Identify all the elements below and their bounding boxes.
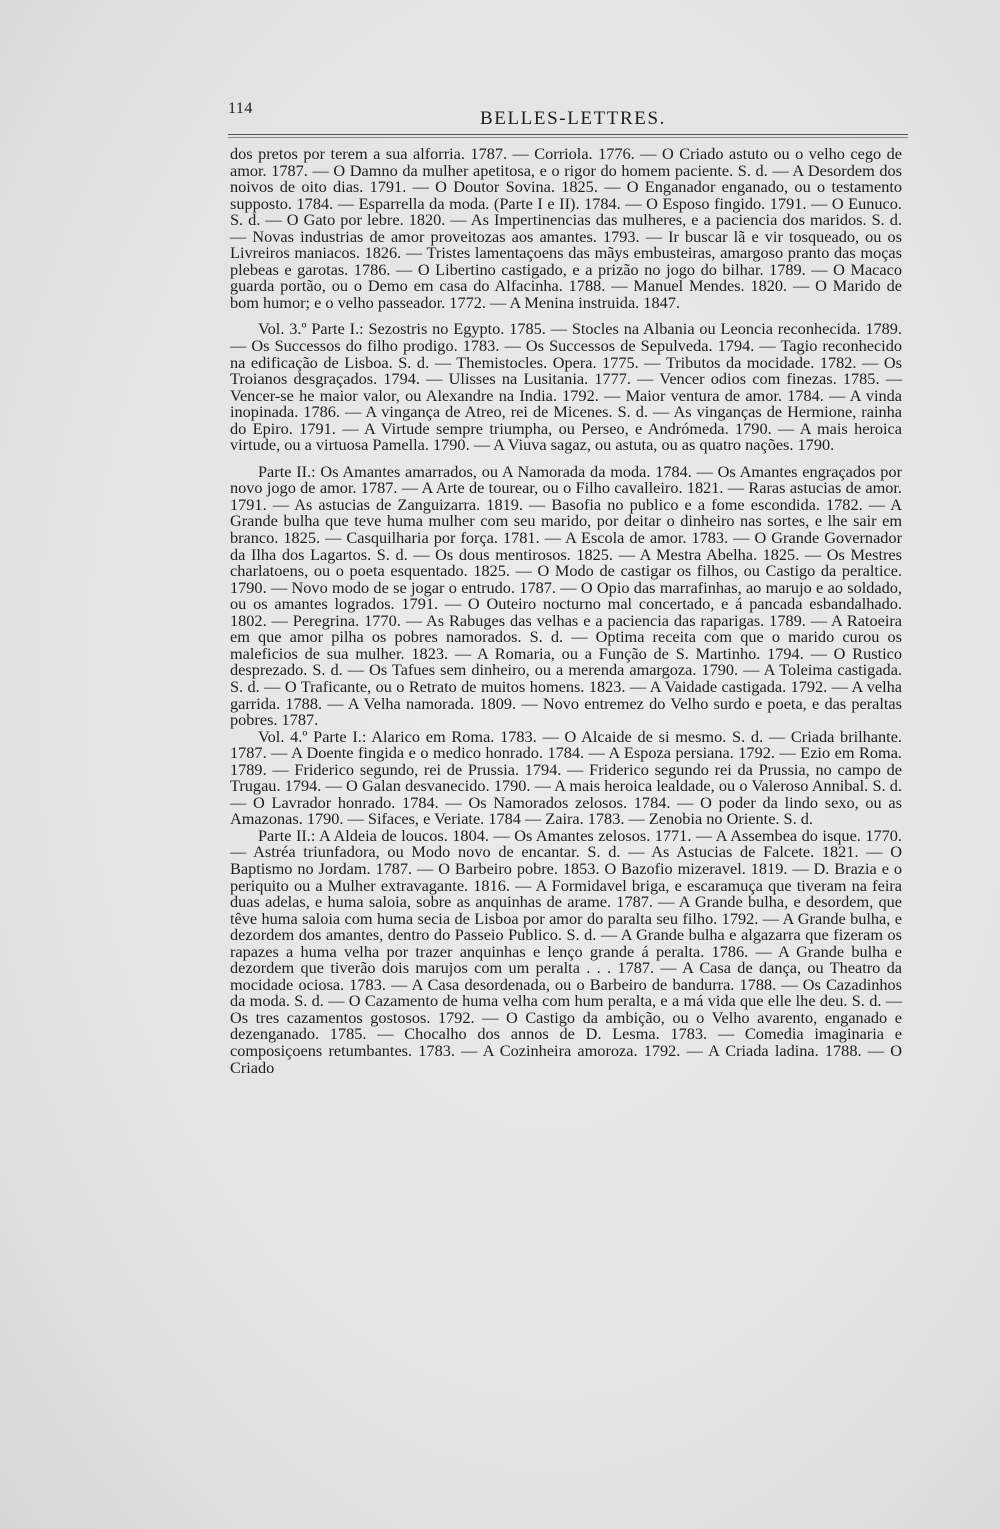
paragraph-continuation: dos pretos por terem a sua alforria. 1787. — Corriola. 1776. — O Criado astuto ou o velho cego de amor. 1787. — O Damno da mulher apetitosa, e o rigor do homem paciente. S. d. — A Desordem dos noivos de oito dias. 1791. — O Doutor Sovina. 1825. — O Enganador enganado, ou o testamento supposto. 1784. — Esparrella da moda. (Parte I e II). 1784. — O Esposo fingido. 1791. — O Eunuco. S. d. — O Gato por lebre. 1820. — As Impertinencias das mulheres, e a paciencia dos maridos. S. d. — Novas industrias de amor proveitozas aos amantes. 1793. — Ir buscar lã e vir tosqueado, ou os Livreiros maniacos. 1826. — Tristes lamentaçoens das mãys embusteiras, amargoso pranto das moças plebeas e garotas. 1786. — O Libertino castigado, e a prizão no jogo do bilhar. 1789. — O Macaco guarda portão, ou o Demo em casa do Alfacinha. 1788. — Manuel Mendes. 1820. — O Marido de bom humor; e o velho passeador. 1772. — A Menina instruida. 1847. [230,144,902,312]
paragraph-vol4-part2: Parte II.: A Aldeia de loucos. 1804. — Os Amantes zelosos. 1771. — A Assembea do isque. 1770. — Astréa triunfadora, ou Modo novo de encantar. S. d. — As Astucias de Falcete. 1821. — O Baptismo no Jordam. 1787. — O Barbeiro pobre. 1853. O Bazofio mizeravel. 1819. — D. Brazia e o periquito ou a Mulher extravagante. 1816. — A Formidavel briga, e escaramuça que tiveram na feira duas adelas, e huma saloia, sobre as anquinhas de arame. 1787. — A Grande bulha, e desordem, que têve huma saloia com huma secia de Lisboa por amor do paralta seu filho. 1792. — A Grande bulha, e dezordem dos amantes, dentro do Passeio Publico. S. d. — A Grande bulha e algazarra que fizeram os rapazes a huma velha por trazer anquinhas e lenço grande á peralta. 1786. — A Grande bulha e dezordem que tiverão dois marujos com um peralta . . . 1787. — A Casa de dança, ou Theatro da mocidade ociosa. 1783. — A Casa desordenada, ou o Barbeiro de bandurra. 1788. — Os Cazadinhos da moda. S. d. — O Cazamento de huma velha com hum peralta, e a má vida que elle lhe deu. S. d. — Os tres cazamentos gostosos. 1792. — O Castigo da ambição, ou o Velho avarento, enganado e dezenganado. 1785. — Chocalho dos annos de D. Lesma. 1783. — Comedia imaginaria e composiçoens retumbantes. 1783. — A Cozinheira amoroza. 1792. — A Criada ladina. 1788. — O Criado [230,825,902,1077]
paragraph-vol3-part2: Parte II.: Os Amantes amarrados, ou A Namorada da moda. 1784. — Os Amantes engraçados por novo jogo de amor. 1787. — A Arte de tourear, ou o Filho cavalleiro. 1821. — Raras astucias de amor. 1791. — As astucias de Zanguizarra. 1819. — Basofia no publico e a fome escondida. 1782. — A Grande bulha que teve huma mulher com seu marido, por deitar o dinheiro nas sortes, e lhe sair em branco. 1825. — Casquilharia por força. 1781. — A Escola de amor. 1783. — O Grande Governador da Ilha dos Lagartos. S. d. — Os dous mentirosos. 1825. — A Mestra Abelha. 1825. — Os Mestres charlatoens, ou o poeta esquentado. 1825. — O Modo de castigar os filhos, ou Castigo da peraltice. 1790. — Novo modo de se jogar o entrudo. 1787. — O Opio das marrafinhas, ao marujo e ao soldado, ou os amantes logrados. 1791. — O Outeiro nocturno mal concertado, e á pancada esbandalhado. 1802. — Peregrina. 1770. — As Rabuges das velhas e a paciencia das raparigas. 1789. — A Ratoeira em que amor pilha os pobres namorados. S. d. — Optima receita com que o marido curou os maleficios de sua mulher. 1823. — A Romaria, ou a Função de S. Martinho. 1794. — O Rustico desprezado. S. d. — Os Tafues sem dinheiro, ou a merenda amargoza. 1790. — A Toleima castigada. S. d. — O Traficante, ou o Retrato de muitos homens. 1823. — A Vaidade castigada. 1792. — A velha garrida. 1788. — A Velha namorada. 1809. — Novo entremez do Velho surdo e poeta, e das peraltas pobres. 1787. [230,461,902,730]
body-text [230,146,902,1076]
header-rule-secondary [228,137,908,138]
page-number: 114 [228,100,253,117]
paragraph-vol3-part1: Vol. 3.º Parte I.: Sezostris no Egypto. 1785. — Stocles na Albania ou Leoncia reconhecida. 1789. — Os Successos do filho prodigo. 1783. — Os Successos de Sepulveda. 1794. — Tagio reconhecido na edificação de Lisboa. S. d. — Themistocles. Opera. 1775. — Tributos da mocidade. 1782. — Os Troianos desgraçados. 1794. — Ulisses na Lusitania. 1777. — Vencer odios com finezas. 1785. — Vencer-se he maior valor, ou Alexandre na India. 1792. — Maior ventura de amor. 1784. — A vinda inopinada. 1786. — A vingança de Atreo, rei de Micenes. S. d. — As vinganças de Hermione, rainha do Epiro. 1791. — A Virtude sempre triumpha, ou Perseo, e Andrómeda. 1790. — A mais heroica virtude, ou a virtuosa Pamella. 1790. — A Viuva sagaz, ou astuta, ou as quatro nações. 1790. [230,319,902,455]
running-title: BELLES-LETTRES. [480,108,667,129]
header-rule [228,134,908,135]
paragraph-vol4-part1: Vol. 4.º Parte I.: Alarico em Roma. 1783. — O Alcaide de si mesmo. S. d. — Criada brilhante. 1787. — A Doente fingida e o medico honrado. 1784. — A Espoza persiana. 1792. — Ezio em Roma. 1789. — Friderico segundo, rei de Prussia. 1794. — Friderico segundo rei da Prussia, no campo de Trugau. 1794. — O Galan desvanecido. 1790. — A mais heroica lealdade, ou o Valeroso Annibal. S. d. — O Lavrador honrado. 1784. — Os Namorados zelosos. 1784. — O poder da lindo sexo, ou as Amazonas. 1790. — Sifaces, e Veriate. 1784 — Zaira. 1783. — Zenobia no Oriente. S. d. [230,726,902,829]
page-header [228,100,904,130]
